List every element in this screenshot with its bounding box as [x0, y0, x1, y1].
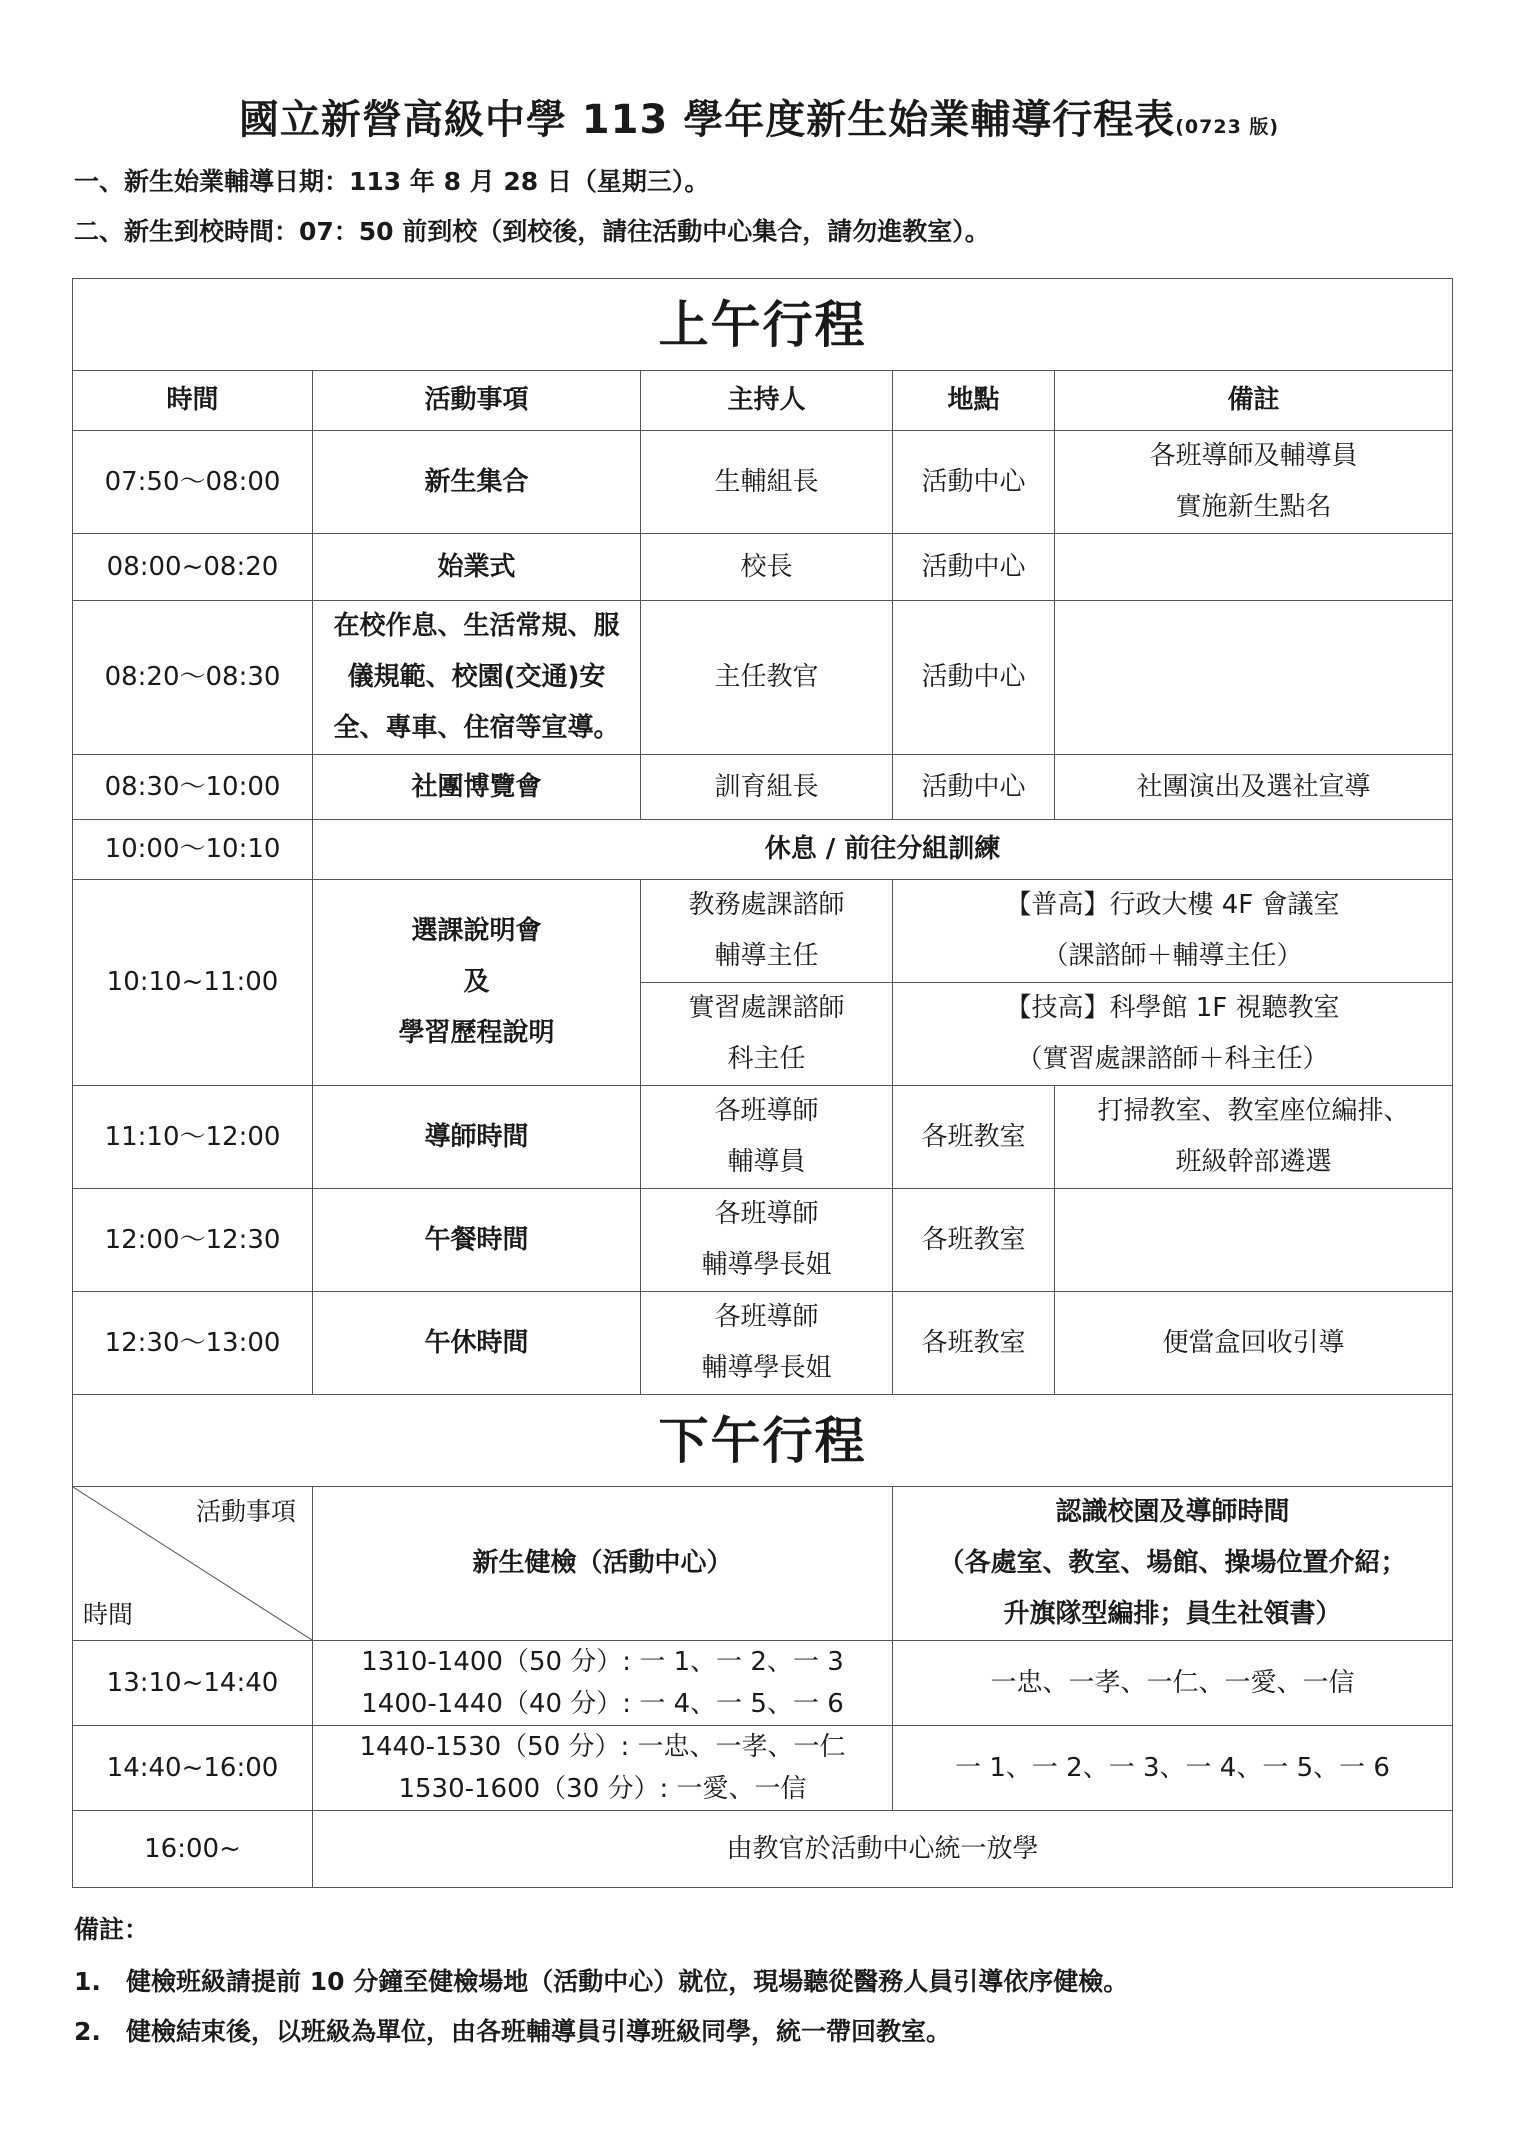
host-cell [641, 1086, 893, 1189]
host-line: 輔導員 [727, 1147, 806, 1177]
campus-header-line: 認識校園及導師時間 [1055, 1497, 1290, 1527]
table-row [73, 431, 1453, 534]
activity-line: 學習歷程說明 [398, 1018, 555, 1048]
note-cell: 社團演出及選社宣導 [1055, 755, 1453, 820]
campus-tour-header [893, 1487, 1453, 1641]
note-cell [1055, 1086, 1453, 1189]
activity-line: 選課說明會 [411, 916, 542, 946]
info-arrival: 二、新生到校時間：07：50 前到校（到校後，請往活動中心集合，請勿進教室）。 [74, 217, 990, 246]
table-row [73, 1811, 1453, 1888]
host-cell: 主任教官 [641, 601, 893, 755]
col-header-activity: 活動事項 [313, 371, 641, 431]
exam-line: 1530-1600（30 分）: 一愛、一信 [398, 1774, 807, 1804]
activity-cell: 導師時間 [313, 1086, 641, 1189]
activity-line: 全、專車、住宿等宣導。 [333, 713, 620, 743]
col-header-note: 備註 [1055, 371, 1453, 431]
break-cell: 休息 / 前往分組訓練 [313, 820, 1453, 880]
host-line: 各班導師 [714, 1302, 819, 1332]
note-item [74, 2014, 1128, 2050]
note-line: 班級幹部遴選 [1175, 1147, 1332, 1177]
time-cell: 08:00~08:20 [73, 534, 313, 601]
header-row [73, 371, 1453, 431]
activity-line: 在校作息、生活常規、服 [333, 611, 620, 641]
campus-tour-cell: 一忠、一孝、一仁、一愛、一信 [893, 1641, 1453, 1726]
note-cell: 便當盒回收引導 [1055, 1292, 1453, 1395]
place-cell: 各班教室 [893, 1292, 1055, 1395]
place-line: （實習處課諮師＋科主任） [1016, 1044, 1329, 1074]
host-line: 輔導學長姐 [701, 1250, 832, 1280]
place-line: 【普高】行政大樓 4F 會議室 [1005, 890, 1340, 920]
campus-header-line: （各處室、教室、場館、操場位置介紹； [938, 1548, 1407, 1578]
time-cell: 16:00~ [73, 1811, 313, 1888]
time-cell: 11:10～12:00 [73, 1086, 313, 1189]
note-cell [1055, 1189, 1453, 1292]
time-cell: 14:40~16:00 [73, 1726, 313, 1811]
note-number: 2. [74, 2017, 101, 2046]
exam-line: 1400-1440（40 分）: 一 4、一 5、一 6 [361, 1689, 844, 1719]
place-cell: 各班教室 [893, 1086, 1055, 1189]
diag-top-label: 活動事項 [195, 1497, 296, 1526]
activity-cell: 始業式 [313, 534, 641, 601]
notes-section [74, 1910, 1128, 2064]
host-line: 各班導師 [714, 1199, 819, 1229]
table-row [73, 534, 1453, 601]
activity-cell: 社團博覽會 [313, 755, 641, 820]
page-title [0, 88, 1518, 145]
activity-cell: 午休時間 [313, 1292, 641, 1395]
note-text: 健檢班級請提前 10 分鐘至健檢場地（活動中心）就位，現場聽從醫務人員引導依序健檢。 [126, 1967, 1129, 1996]
health-exam-header: 新生健檢（活動中心） [313, 1487, 893, 1641]
host-cell: 生輔組長 [641, 431, 893, 534]
note-cell [1055, 534, 1453, 601]
place-cell: 活動中心 [893, 755, 1055, 820]
version-label: (0723 版) [1175, 116, 1280, 138]
place-cell [893, 880, 1453, 983]
col-header-host: 主持人 [641, 371, 893, 431]
time-cell: 10:00～10:10 [73, 820, 313, 880]
col-header-place: 地點 [893, 371, 1055, 431]
note-cell [1055, 601, 1453, 755]
col-header-time: 時間 [73, 371, 313, 431]
time-cell: 13:10~14:40 [73, 1641, 313, 1726]
host-cell [641, 1292, 893, 1395]
table-row [73, 755, 1453, 820]
table-row [73, 820, 1453, 880]
host-cell: 訓育組長 [641, 755, 893, 820]
afternoon-title-row [73, 1395, 1453, 1487]
table-row [73, 1086, 1453, 1189]
schedule-table [72, 278, 1453, 1888]
time-cell: 07:50～08:00 [73, 431, 313, 534]
note-line: 各班導師及輔導員 [1149, 441, 1358, 471]
time-cell: 08:20～08:30 [73, 601, 313, 755]
health-exam-cell [313, 1641, 893, 1726]
exam-line: 1440-1530（50 分）: 一忠、一孝、一仁 [359, 1732, 846, 1762]
place-cell: 活動中心 [893, 601, 1055, 755]
place-cell: 各班教室 [893, 1189, 1055, 1292]
health-exam-cell [313, 1726, 893, 1811]
host-line: 實習處課諮師 [688, 993, 845, 1023]
host-line: 輔導學長姐 [701, 1353, 832, 1383]
host-cell [641, 983, 893, 1086]
activity-line: 及 [463, 967, 490, 997]
place-cell: 活動中心 [893, 534, 1055, 601]
table-row [73, 1641, 1453, 1726]
place-cell: 活動中心 [893, 431, 1055, 534]
note-item [74, 1964, 1128, 2000]
activity-cell: 新生集合 [313, 431, 641, 534]
activity-cell [313, 601, 641, 755]
activity-cell: 午餐時間 [313, 1189, 641, 1292]
note-cell [1055, 431, 1453, 534]
info-date: 一、新生始業輔導日期：113 年 8 月 28 日（星期三）。 [74, 167, 710, 196]
diagonal-header-cell [73, 1487, 313, 1641]
table-row [73, 1292, 1453, 1395]
table-row [73, 1189, 1453, 1292]
place-line: 【技高】科學館 1F 視聽教室 [1005, 993, 1340, 1023]
host-cell [641, 880, 893, 983]
morning-title-row [73, 279, 1453, 371]
diag-bottom-label: 時間 [83, 1600, 134, 1629]
title-text: 國立新營高級中學 113 學年度新生始業輔導行程表 [238, 97, 1176, 143]
host-line: 教務處課諮師 [688, 890, 845, 920]
place-cell [893, 983, 1453, 1086]
host-cell [641, 1189, 893, 1292]
campus-header-line: 升旗隊型編排；員生社領書） [1003, 1599, 1342, 1629]
dismiss-cell: 由教官於活動中心統一放學 [313, 1811, 1453, 1888]
note-number: 1. [74, 1967, 101, 1996]
host-cell: 校長 [641, 534, 893, 601]
table-row [73, 601, 1453, 755]
time-cell: 08:30～10:00 [73, 755, 313, 820]
table-row [73, 880, 1453, 983]
note-text: 健檢結束後，以班級為單位，由各班輔導員引導班級同學，統一帶回教室。 [126, 2017, 952, 2046]
time-cell: 12:30～13:00 [73, 1292, 313, 1395]
note-line: 實施新生點名 [1175, 492, 1332, 522]
note-line: 打掃教室、教室座位編排、 [1097, 1096, 1410, 1126]
host-line: 科主任 [727, 1044, 806, 1074]
activity-cell [313, 880, 641, 1086]
place-line: （課諮師＋輔導主任） [1042, 941, 1303, 971]
exam-line: 1310-1400（50 分）: 一 1、一 2、一 3 [361, 1647, 844, 1677]
time-cell: 12:00～12:30 [73, 1189, 313, 1292]
afternoon-header-row [73, 1487, 1453, 1641]
time-cell: 10:10~11:00 [73, 880, 313, 1086]
host-line: 輔導主任 [714, 941, 819, 971]
host-line: 各班導師 [714, 1096, 819, 1126]
table-row [73, 1726, 1453, 1811]
notes-heading: 備註： [74, 1915, 150, 1944]
morning-section-title: 上午行程 [73, 279, 1453, 371]
afternoon-section-title: 下午行程 [73, 1395, 1453, 1487]
activity-line: 儀規範、校園(交通)安 [347, 662, 606, 692]
campus-tour-cell: 一 1、一 2、一 3、一 4、一 5、一 6 [893, 1726, 1453, 1811]
